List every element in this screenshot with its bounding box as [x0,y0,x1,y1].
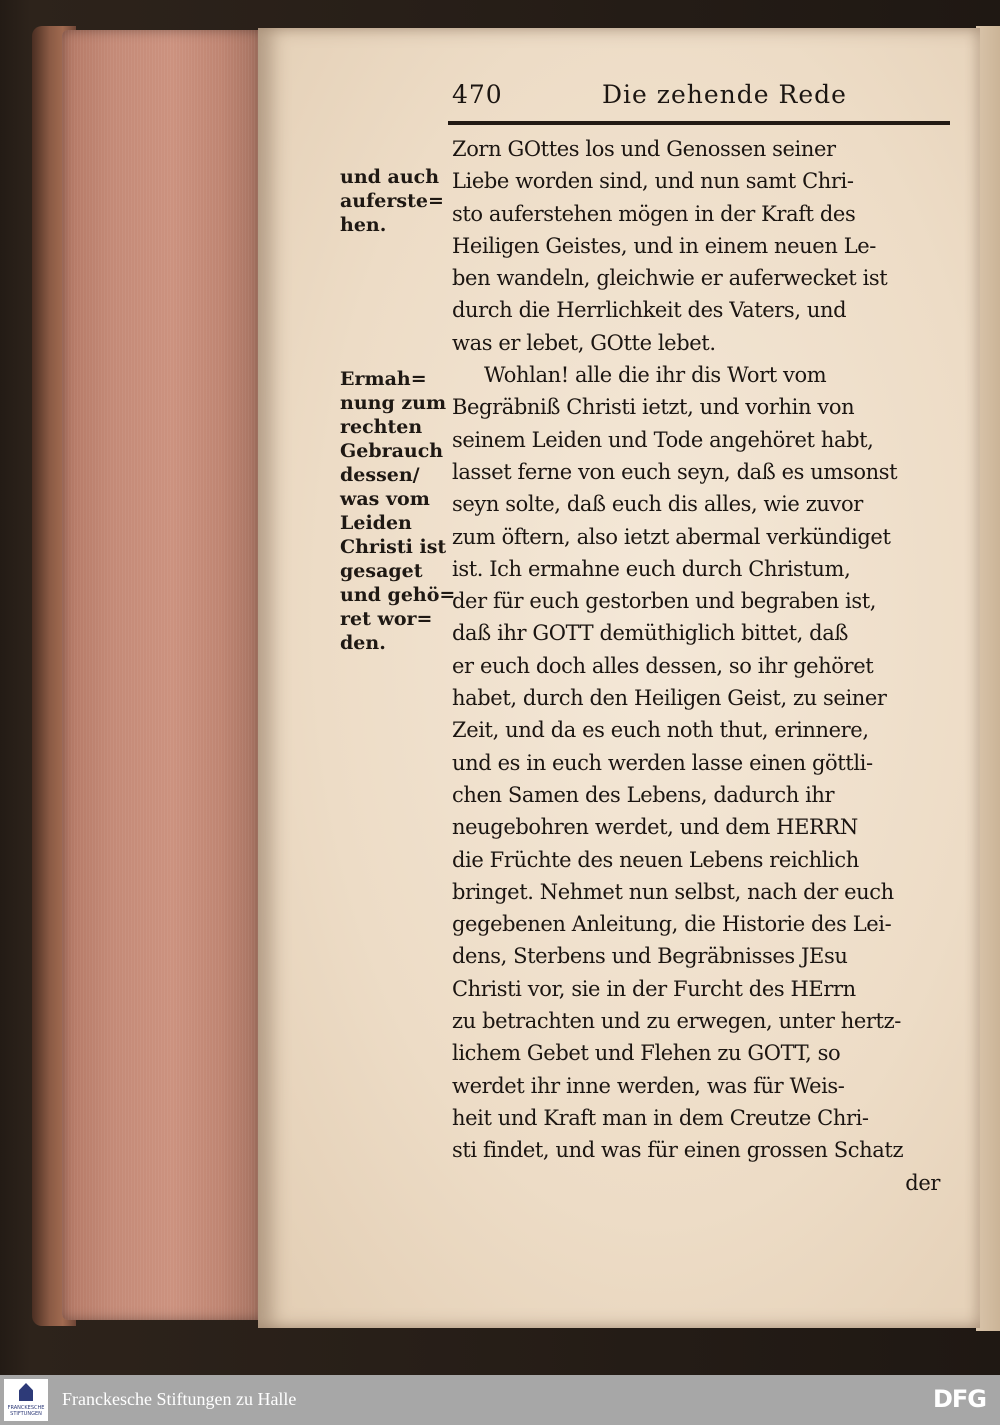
text-line: seinem Leiden und Tode angehöret habt, [452,427,874,452]
institution-name: Franckesche Stiftungen zu Halle [62,1389,297,1409]
text-line: und es in euch werden lasse einen göttli- [452,750,873,775]
margin-note-line: Leiden [340,512,412,534]
text-line: Zorn GOttes los und Genossen seiner [452,137,836,161]
text-line: lasset ferne von euch seyn, daß es umsonst [452,459,898,484]
text-line: Heiligen Geistes, und in einem neuen Le- [452,233,876,258]
text-line: heit und Kraft man in dem Creutze Chri- [452,1105,869,1130]
page-number: 470 [452,80,503,109]
text-line: Christi vor, sie in der Furcht des HErrn [452,976,856,1001]
logo-text-line: FRANCKESCHE [7,1405,45,1411]
text-line: durch die Herrlichkeit des Vaters, und [452,298,847,323]
text-line: lichem Gebet und Flehen zu GOTT, so [452,1041,841,1066]
institution-logo[interactable] [4,1379,48,1421]
page-header [452,76,946,116]
text-line: habet, durch den Heiligen Geist, zu seiner [452,686,887,711]
margin-note-line: nung zum [340,392,447,414]
text-line: der für euch gestorben und begraben ist, [452,589,877,614]
building-icon [19,1383,33,1401]
header-rule [448,121,950,125]
text-line: chen Samen des Lebens, dadurch ihr [452,782,835,807]
margin-note-line: was vom [340,488,430,510]
margin-note-line: gesaget [340,560,423,582]
margin-note-line: hen. [340,214,387,236]
text-line: sti findet, und was für einen grossen Schatz [452,1138,904,1163]
catchword: der [905,1170,940,1195]
dfg-logo[interactable]: DFG [932,1385,986,1413]
body-text [452,133,948,1199]
margin-note-line: ret wor= [340,608,433,630]
text-line: gegebenen Anleitung, die Historie des Lei- [452,912,892,937]
margin-note-line: Ermah= [340,368,427,390]
margin-note-line: dessen/ [340,464,420,486]
text-line: dens, Sterbens und Begräbnisses JEsu [452,944,848,969]
margin-note-1 [340,165,458,237]
text-line: Zeit, und da es euch noth thut, erinnere, [452,718,869,743]
text-line: zu betrachten und zu erwegen, unter hertz- [452,1009,901,1034]
logo-text-line: STIFTUNGEN [10,1411,42,1417]
text-line: Liebe worden sind, und nun samt Chri- [452,169,854,194]
text-line: neugebohren werdet, und dem HERRN [452,815,858,840]
margin-note-2 [340,367,458,655]
margin-note-line: und auch [340,166,440,188]
text-line: er euch doch alles dessen, so ihr gehöret [452,653,874,678]
text-line: ist. Ich ermahne euch durch Christum, [452,556,851,581]
text-line: sto auferstehen mögen in der Kraft des [452,201,856,226]
margin-note-line: rechten [340,416,423,438]
margin-note-line: Christi ist [340,536,447,558]
text-line: was er lebet, GOtte lebet. [452,330,716,355]
running-head: Die zehende Rede [602,80,847,109]
text-line: die Früchte des neuen Lebens reichlich [452,847,859,872]
logo-wordmark [4,1405,48,1417]
text-line: zum öftern, also ietzt abermal verkündiget [452,524,891,549]
viewer-footer [0,1375,1000,1425]
margin-note-line: Gebrauch [340,440,444,462]
paragraph-first-line: Wohlan! alle die ihr dis Wort vom [484,363,827,388]
margin-note-line: auferste= [340,190,444,212]
text-line: bringet. Nehmet nun selbst, nach der euch [452,879,894,904]
text-line: ben wandeln, gleichwie er auferwecket ist [452,266,888,291]
text-line: daß ihr GOTT demüthiglich bittet, daß [452,621,848,646]
page-block-edges [62,30,262,1320]
text-line: seyn solte, daß euch dis alles, wie zuvor [452,492,863,517]
margin-note-line: den. [340,632,386,654]
text-line: werdet ihr inne werden, was für Weis- [452,1073,845,1098]
margin-note-line: und gehö= [340,584,456,606]
text-line: Begräbniß Christi ietzt, und vorhin von [452,395,855,420]
